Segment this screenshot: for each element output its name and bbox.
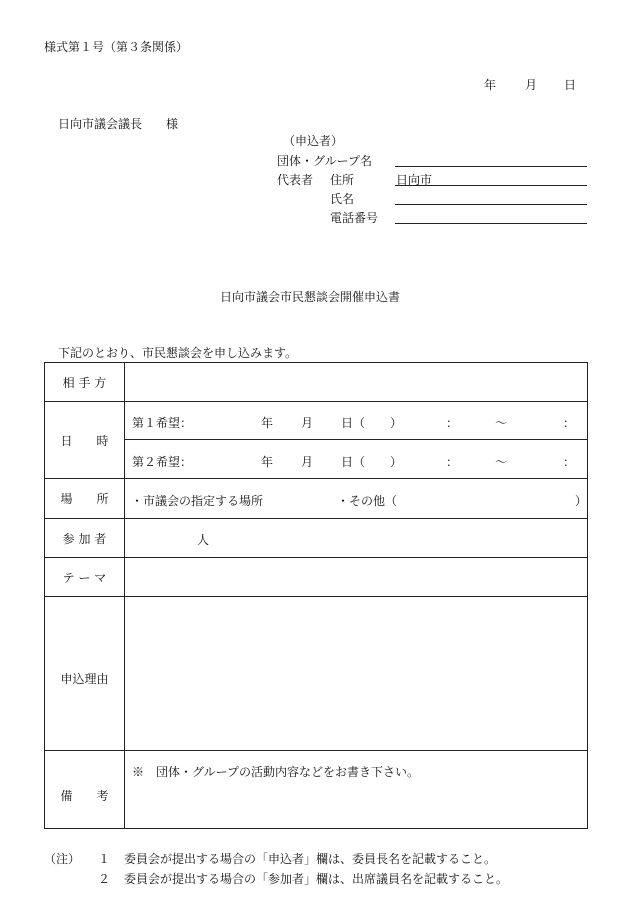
name-field[interactable] [395,204,587,205]
datetime-label: 日 時 [45,402,125,479]
name-label: 氏名 [330,192,355,206]
place-label: 場 所 [45,479,125,519]
application-table [44,362,588,829]
row-partner [45,363,588,402]
place-option-council[interactable]: ・市議会の指定する場所 [131,494,264,508]
theme-field[interactable] [125,558,588,597]
row-place [45,479,588,519]
row-reason [45,597,588,751]
date-month-label: 月 [525,78,538,92]
second-end-colon: ： [563,455,576,469]
first-year-label: 年 [261,416,274,430]
phone-label: 電話番号 [330,211,379,225]
phone-field[interactable] [395,223,587,224]
row-participants [45,519,588,558]
first-choice-field[interactable] [125,402,588,440]
form-number: 様式第１号（第３条関係） [44,40,189,54]
group-name-label: 団体・グループ名 [277,154,373,168]
participants-field[interactable] [125,519,588,558]
address-value: 日向市 [396,173,433,187]
intro-text: 下記のとおり、市民懇談会を申し込みます。 [58,346,298,360]
row-datetime-1 [45,402,588,440]
partner-field[interactable] [125,363,588,402]
partner-label: 相 手 方 [45,363,125,402]
first-end-colon: ： [563,416,576,430]
first-tilde: ～ [495,416,508,430]
note-1-number: １ [98,852,111,866]
reason-field[interactable] [125,597,588,751]
document-title: 日向市議会市民懇談会開催申込書 [220,290,401,304]
first-choice-label: 第１希望： [132,416,193,430]
second-choice-label: 第２希望： [132,455,193,469]
place-option-other[interactable]: ・その他（ [337,494,398,508]
address-field[interactable] [395,185,587,186]
date-day-label: 日 [564,78,577,92]
note-1-text: 委員会が提出する場合の「申込者」欄は、委員長名を記載すること。 [124,852,497,866]
second-day-label: 日（ [341,455,366,469]
place-option-other-close: ） [575,494,588,508]
theme-label: テ ー マ [45,558,125,597]
first-month-label: 月 [301,416,314,430]
participants-unit: 人 [197,533,210,547]
applicant-section-label: （申込者） [283,134,344,148]
row-theme [45,558,588,597]
remarks-text: ※ 団体・グループの活動内容などをお書き下さい。 [132,765,420,779]
second-tilde: ～ [495,455,508,469]
reason-label: 申込理由 [45,597,125,751]
participants-label: 参 加 者 [45,519,125,558]
date-year-label: 年 [484,78,497,92]
row-remarks [45,751,588,829]
row-datetime-2 [45,440,588,479]
first-day-close: ） [390,416,403,430]
first-day-label: 日（ [341,416,366,430]
remarks-field[interactable] [125,751,588,829]
notes-label: （注） [44,852,81,866]
addressee: 日向市議会議長 様 [58,117,179,131]
second-month-label: 月 [301,455,314,469]
representative-label: 代表者 [277,173,314,187]
second-start-colon: ： [446,455,459,469]
group-name-field[interactable] [395,166,587,167]
note-2-number: ２ [98,872,111,886]
address-label: 住所 [330,173,355,187]
second-choice-field[interactable] [125,440,588,479]
place-field[interactable] [125,479,588,519]
note-2-text: 委員会が提出する場合の「参加者」欄は、出席議員名を記載すること。 [124,872,509,886]
second-year-label: 年 [261,455,274,469]
second-day-close: ） [390,455,403,469]
first-start-colon: ： [446,416,459,430]
remarks-label: 備 考 [45,751,125,829]
